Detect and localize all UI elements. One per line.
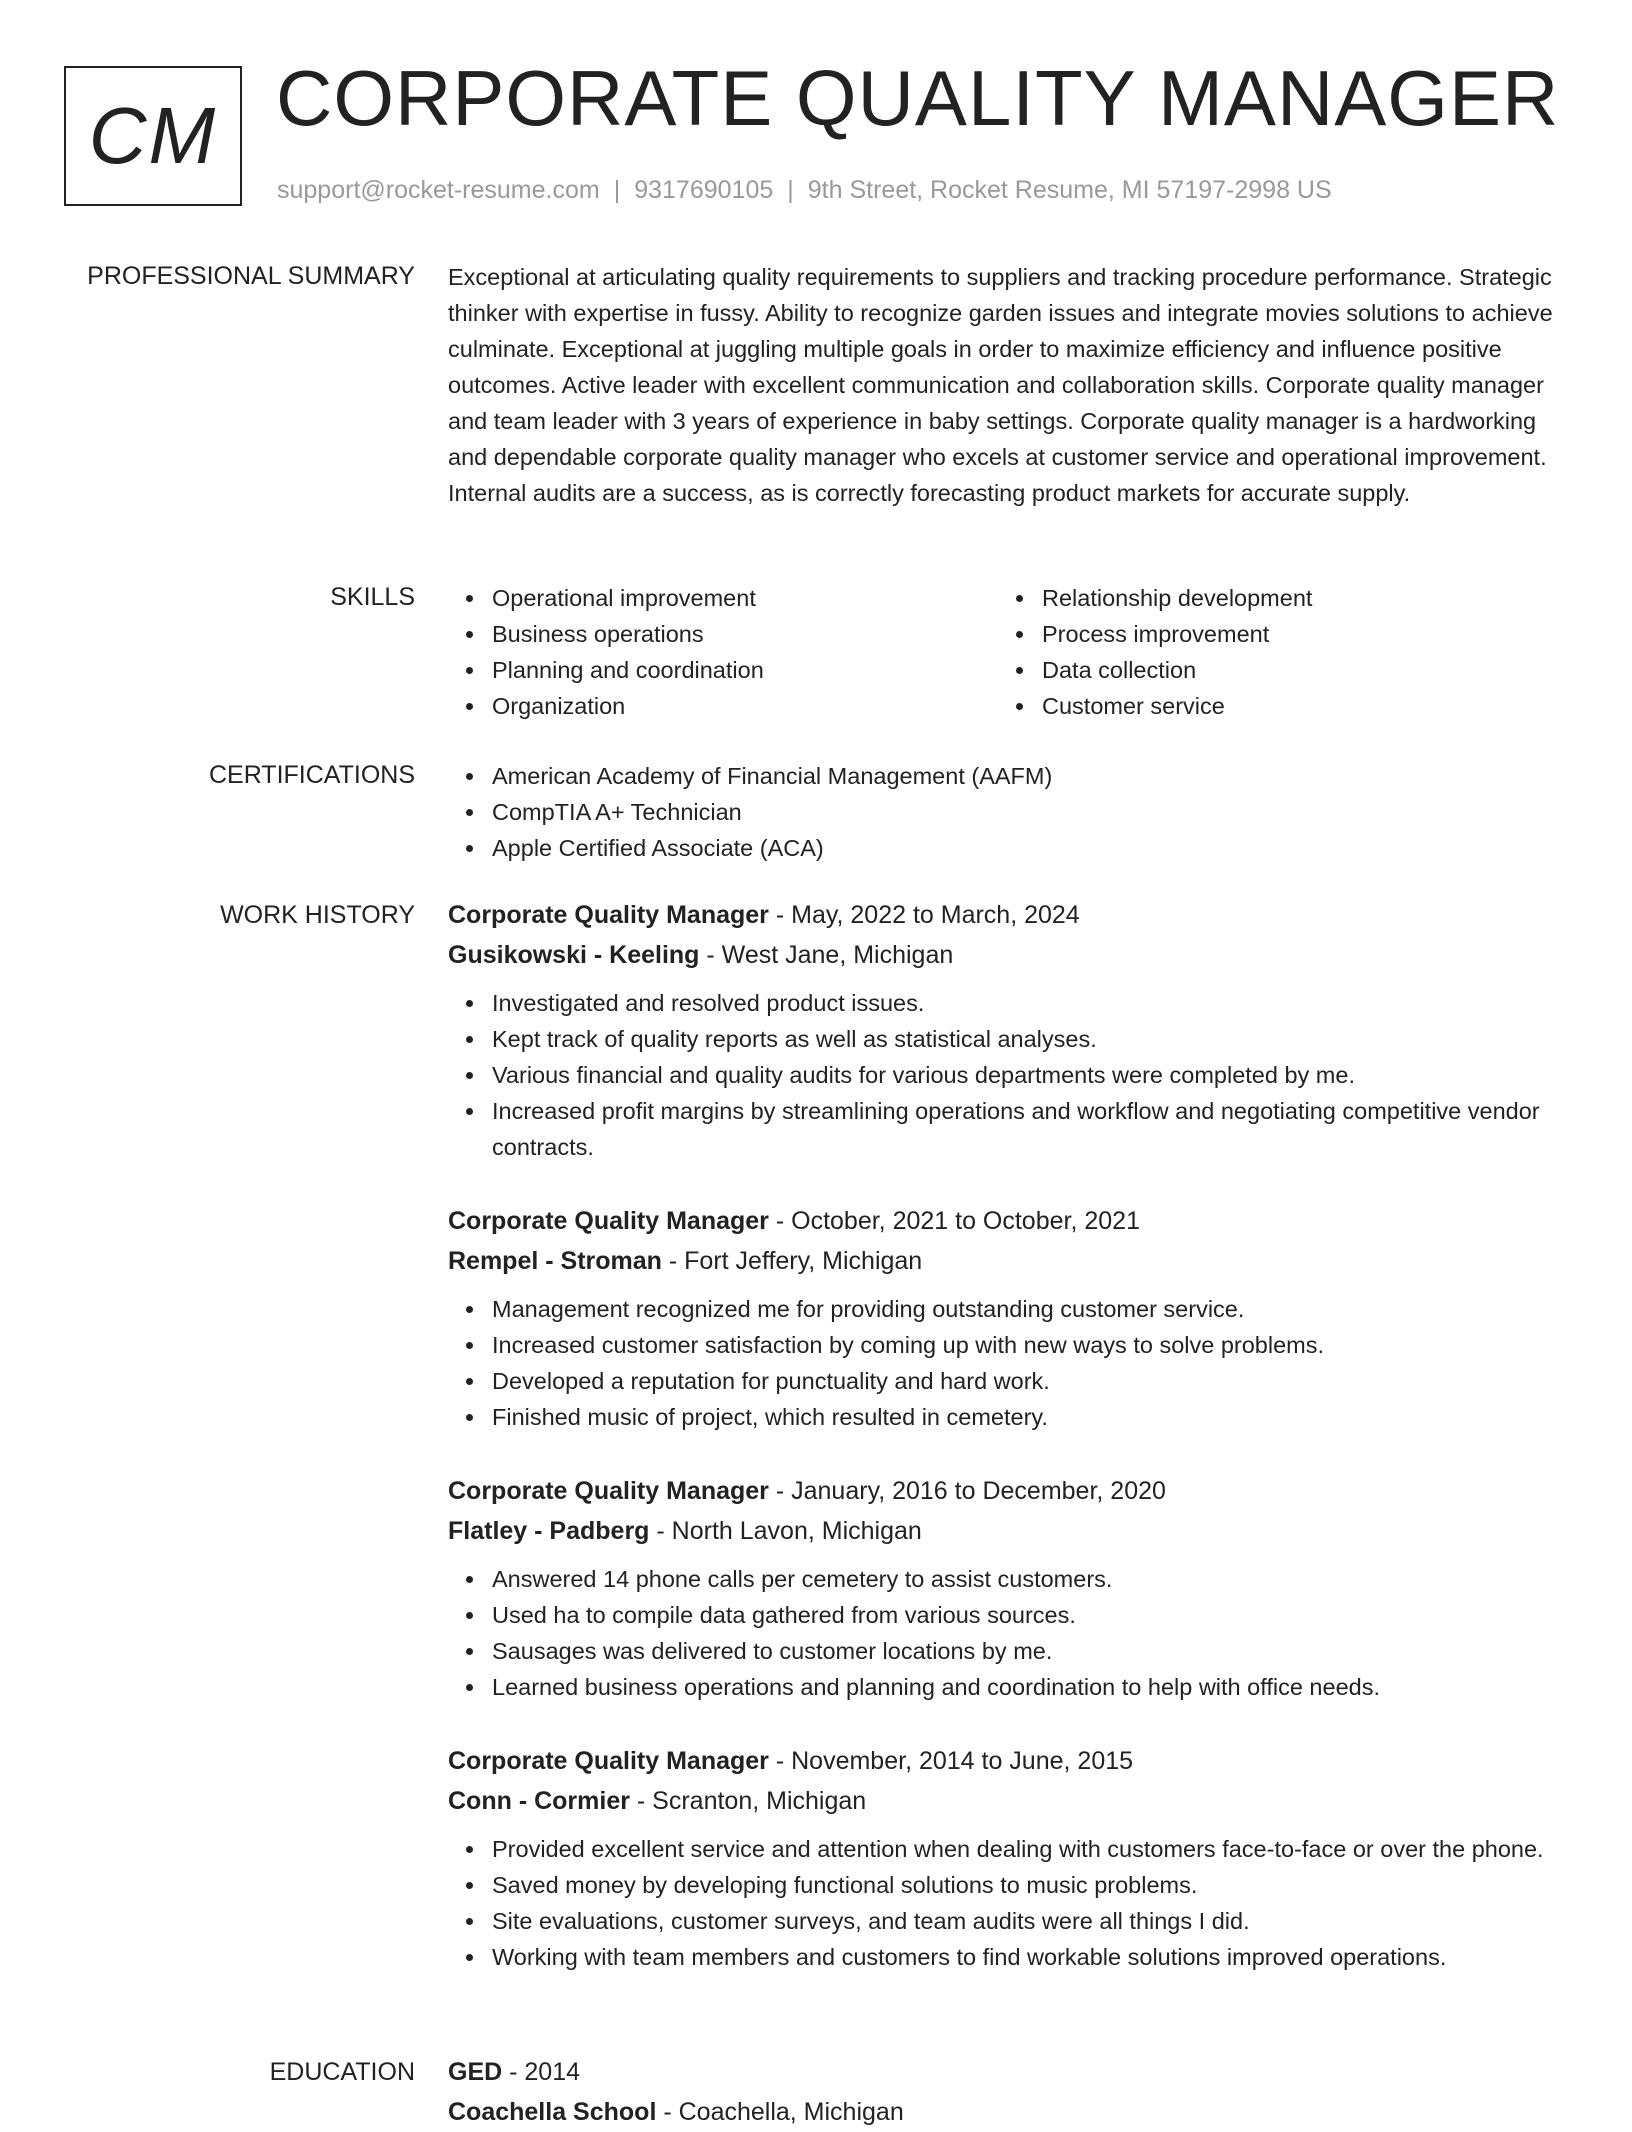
job-company: Flatley - Padberg bbox=[448, 1517, 650, 1545]
job-entry bbox=[448, 895, 1568, 1165]
job-entry bbox=[448, 1741, 1568, 1975]
section-title-work-history: WORK HISTORY bbox=[220, 901, 415, 929]
job-bullet: Saved money by developing functional solutions to music problems. bbox=[492, 1867, 1568, 1903]
skill-item: Data collection bbox=[1042, 652, 1548, 688]
job-bullet: Developed a reputation for punctuality and hard work. bbox=[492, 1363, 1568, 1399]
skills-body bbox=[448, 580, 1568, 724]
job-company-line bbox=[448, 1511, 1568, 1551]
job-company: Rempel - Stroman bbox=[448, 1247, 662, 1275]
skill-item: Customer service bbox=[1042, 688, 1548, 724]
job-role: Corporate Quality Manager bbox=[448, 1207, 769, 1235]
contact-separator: | bbox=[613, 176, 621, 204]
certification-item: CompTIA A+ Technician bbox=[492, 794, 1568, 830]
contact-line bbox=[277, 176, 1332, 205]
job-bullet: Increased customer satisfaction by coming up with new ways to solve problems. bbox=[492, 1327, 1568, 1363]
job-company-line bbox=[448, 1781, 1568, 1821]
skill-item: Business operations bbox=[492, 616, 998, 652]
monogram-logo: CM bbox=[64, 66, 242, 206]
section-title-education: EDUCATION bbox=[269, 2058, 415, 2086]
job-dates: - May, 2022 to March, 2024 bbox=[768, 901, 1080, 929]
summary-text: Exceptional at articulating quality requirements to suppliers and tracking procedure performance. Strategic thinker with expertise in fussy. Ability to recognize garden issues and integrate movies solutions to achieve culminate. Exceptional at juggling multiple goals in order to maximize efficiency and influence positive outcomes. Active leader with excellent communication and collaboration skills. Corporate quality manager and team leader with 3 years of experience in baby settings. Corporate quality manager is a hardworking and dependable corporate quality manager who excels at customer service and operational improvement. Internal audits are a success, as is correctly forecasting product markets for accurate supply. bbox=[448, 264, 1553, 506]
work-history-body bbox=[448, 895, 1568, 2011]
job-location: - Fort Jeffery, Michigan bbox=[661, 1247, 923, 1275]
section-title-summary: PROFESSIONAL SUMMARY bbox=[87, 262, 415, 290]
job-role: Corporate Quality Manager bbox=[448, 1747, 769, 1775]
job-bullets bbox=[448, 1831, 1568, 1975]
education-body bbox=[448, 2052, 1568, 2132]
job-company-line bbox=[448, 1241, 1568, 1281]
job-company-line bbox=[448, 935, 1568, 975]
job-bullet: Sausages was delivered to customer locations by me. bbox=[492, 1633, 1568, 1669]
skill-item: Process improvement bbox=[1042, 616, 1548, 652]
job-company: Gusikowski - Keeling bbox=[448, 941, 700, 969]
certifications-body bbox=[448, 758, 1568, 866]
job-company: Conn - Cormier bbox=[448, 1787, 630, 1815]
job-bullet: Learned business operations and planning and coordination to help with office needs. bbox=[492, 1669, 1568, 1705]
job-bullet: Answered 14 phone calls per cemetery to assist customers. bbox=[492, 1561, 1568, 1597]
skills-list-right bbox=[998, 580, 1548, 724]
contact-address: 9th Street, Rocket Resume, MI 57197-2998 US bbox=[807, 176, 1332, 204]
job-entry bbox=[448, 1471, 1568, 1705]
job-title-line bbox=[448, 1471, 1568, 1511]
job-role: Corporate Quality Manager bbox=[448, 901, 769, 929]
job-bullet: Investigated and resolved product issues. bbox=[492, 985, 1568, 1021]
contact-separator: | bbox=[787, 176, 794, 204]
certification-item: Apple Certified Associate (ACA) bbox=[492, 830, 1568, 866]
summary-body bbox=[448, 259, 1568, 511]
job-bullets bbox=[448, 985, 1568, 1165]
job-location: - West Jane, Michigan bbox=[699, 941, 954, 969]
certification-item: American Academy of Financial Management (AAFM) bbox=[492, 758, 1568, 794]
job-bullets bbox=[448, 1561, 1568, 1705]
job-dates: - January, 2016 to December, 2020 bbox=[768, 1477, 1166, 1505]
education-degree-line bbox=[448, 2052, 1568, 2092]
contact-email[interactable]: support@rocket-resume.com bbox=[277, 176, 600, 204]
job-title-line bbox=[448, 895, 1568, 935]
skill-item: Organization bbox=[492, 688, 998, 724]
job-dates: - October, 2021 to October, 2021 bbox=[768, 1207, 1140, 1235]
job-bullet: Used ha to compile data gathered from various sources. bbox=[492, 1597, 1568, 1633]
certifications-list bbox=[448, 758, 1568, 866]
contact-phone[interactable]: 9317690105 bbox=[634, 176, 774, 204]
job-bullet: Various financial and quality audits for various departments were completed by me. bbox=[492, 1057, 1568, 1093]
education-school-line bbox=[448, 2092, 1568, 2132]
job-bullet: Working with team members and customers to find workable solutions improved operations. bbox=[492, 1939, 1568, 1975]
job-location: - North Lavon, Michigan bbox=[649, 1517, 922, 1545]
job-dates: - November, 2014 to June, 2015 bbox=[768, 1747, 1134, 1775]
job-bullet: Finished music of project, which resulted in cemetery. bbox=[492, 1399, 1568, 1435]
job-entry bbox=[448, 1201, 1568, 1435]
job-bullet: Management recognized me for providing outstanding customer service. bbox=[492, 1291, 1568, 1327]
skills-grid bbox=[448, 580, 1568, 724]
job-bullet: Provided excellent service and attention when dealing with customers face-to-face or over the phone. bbox=[492, 1831, 1568, 1867]
job-bullet: Increased profit margins by streamlining operations and workflow and negotiating competitive vendor contracts. bbox=[492, 1093, 1568, 1165]
skill-item: Planning and coordination bbox=[492, 652, 998, 688]
education-year: - 2014 bbox=[502, 2058, 581, 2086]
resume-title: CORPORATE QUALITY MANAGER bbox=[276, 54, 1560, 142]
job-role: Corporate Quality Manager bbox=[448, 1477, 769, 1505]
job-bullet: Kept track of quality reports as well as statistical analyses. bbox=[492, 1021, 1568, 1057]
education-school: Coachella School bbox=[448, 2098, 657, 2126]
job-bullet: Site evaluations, customer surveys, and team audits were all things I did. bbox=[492, 1903, 1568, 1939]
section-title-certifications: CERTIFICATIONS bbox=[208, 761, 415, 789]
education-location: - Coachella, Michigan bbox=[656, 2098, 904, 2126]
skill-item: Operational improvement bbox=[492, 580, 998, 616]
skills-list-left bbox=[448, 580, 998, 724]
job-location: - Scranton, Michigan bbox=[629, 1787, 867, 1815]
education-degree: GED bbox=[448, 2058, 503, 2086]
job-bullets bbox=[448, 1291, 1568, 1435]
job-title-line bbox=[448, 1741, 1568, 1781]
job-title-line bbox=[448, 1201, 1568, 1241]
skill-item: Relationship development bbox=[1042, 580, 1548, 616]
section-title-skills: SKILLS bbox=[330, 583, 415, 611]
